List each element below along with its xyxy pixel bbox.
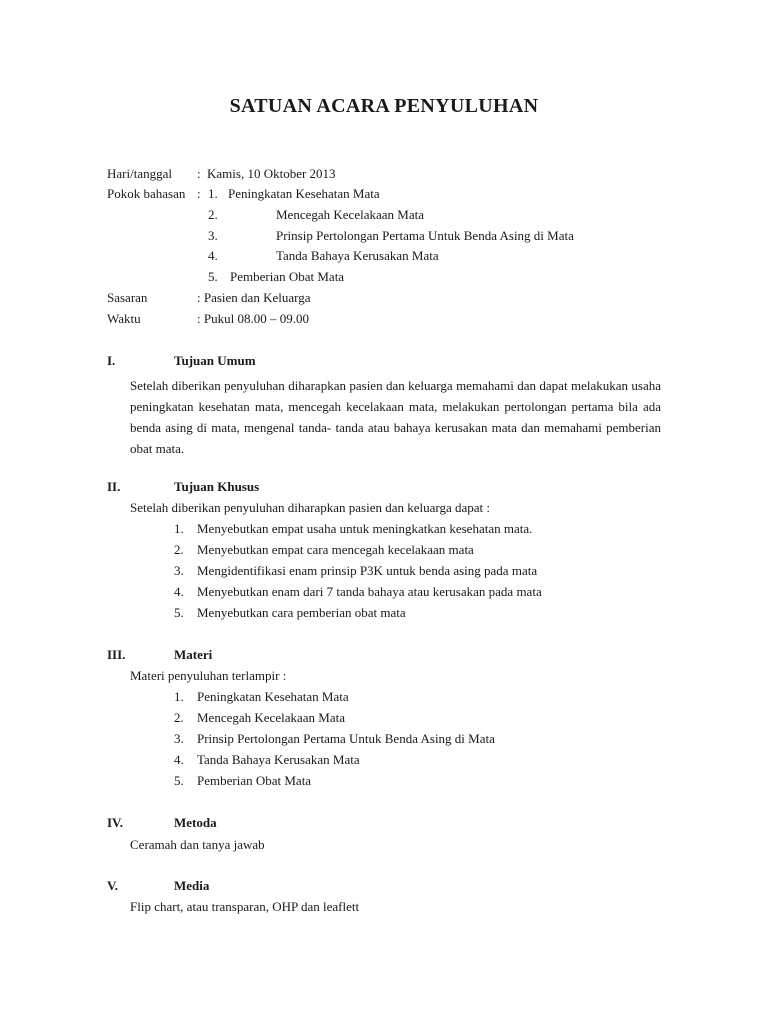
section-intro: Materi penyuluhan terlampir : [130,668,287,683]
list-item-text: Menyebutkan empat cara mencegah kecelakaan mata [197,542,474,557]
list-item-number: 4. [174,752,184,767]
section-numeral: III. [107,647,126,662]
hari-value: Kamis, 10 Oktober 2013 [207,166,336,181]
pokok-separator: : [197,186,201,201]
pokok-label: Pokok bahasan [107,186,186,201]
list-item-number: 2. [174,542,184,557]
pokok-item-text: Mencegah Kecelakaan Mata [276,207,424,222]
section-heading: Materi [174,647,213,662]
section-paragraph: Setelah diberikan penyuluhan diharapkan pasien dan keluarga memahami dan dapat melakukan usaha peningkatan kesehatan mata, mencegah kecelakaan mata, melakukan pertolongan pertama bila ada benda asing di mata, mengenal tanda- tanda atau bahaya kerusakan mata dan memahami pemberian obat mata. [130,378,661,456]
section-heading: Media [174,878,210,893]
pokok-item-number: 2. [208,207,218,222]
section-heading: Metoda [174,815,217,830]
pokok-item-number: 5. [208,269,218,284]
pokok-item-number: 4. [208,248,218,263]
section-numeral: V. [107,878,118,893]
section-intro: Flip chart, atau transparan, OHP dan leaflett [130,899,360,914]
section-heading: Tujuan Umum [174,353,256,368]
pokok-item-number: 1. [208,186,218,201]
section-intro: Setelah diberikan penyuluhan diharapkan pasien dan keluarga dapat : [130,500,491,515]
list-item-text: Tanda Bahaya Kerusakan Mata [197,752,360,767]
sasaran-label: Sasaran [107,290,148,305]
section-numeral: IV. [107,815,124,830]
list-item-number: 1. [174,689,184,704]
list-item-text: Mengidentifikasi enam prinsip P3K untuk benda asing pada mata [197,563,538,578]
hari-label: Hari/tanggal [107,166,172,181]
list-item-number: 5. [174,773,184,788]
waktu-value: : Pukul 08.00 – 09.00 [197,311,309,326]
list-item-text: Menyebutkan cara pemberian obat mata [197,605,406,620]
section-numeral: I. [107,353,116,368]
list-item-text: Mencegah Kecelakaan Mata [197,710,345,725]
list-item-number: 3. [174,563,184,578]
sasaran-value: : Pasien dan Keluarga [197,290,311,305]
section-intro: Ceramah dan tanya jawab [130,837,265,852]
pokok-item-text: Pemberian Obat Mata [230,269,345,284]
list-item-text: Menyebutkan enam dari 7 tanda bahaya atau kerusakan pada mata [197,584,542,599]
pokok-item-text: Peningkatan Kesehatan Mata [228,186,380,201]
list-item-number: 1. [174,521,184,536]
list-item-text: Prinsip Pertolongan Pertama Untuk Benda Asing di Mata [197,731,495,746]
section-heading: Tujuan Khusus [174,479,260,494]
list-item-text: Menyebutkan empat usaha untuk meningkatkan kesehatan mata. [197,521,533,536]
pokok-item-text: Tanda Bahaya Kerusakan Mata [276,248,439,263]
pokok-item-text: Prinsip Pertolongan Pertama Untuk Benda Asing di Mata [276,228,574,243]
section-numeral: II. [107,479,121,494]
document-title: SATUAN ACARA PENYULUHAN [229,95,539,117]
pokok-item-number: 3. [208,228,218,243]
waktu-label: Waktu [107,311,141,326]
list-item-text: Peningkatan Kesehatan Mata [197,689,349,704]
hari-separator: : [197,166,201,181]
list-item-number: 3. [174,731,184,746]
list-item-number: 4. [174,584,184,599]
list-item-number: 5. [174,605,184,620]
list-item-number: 2. [174,710,184,725]
list-item-text: Pemberian Obat Mata [197,773,312,788]
